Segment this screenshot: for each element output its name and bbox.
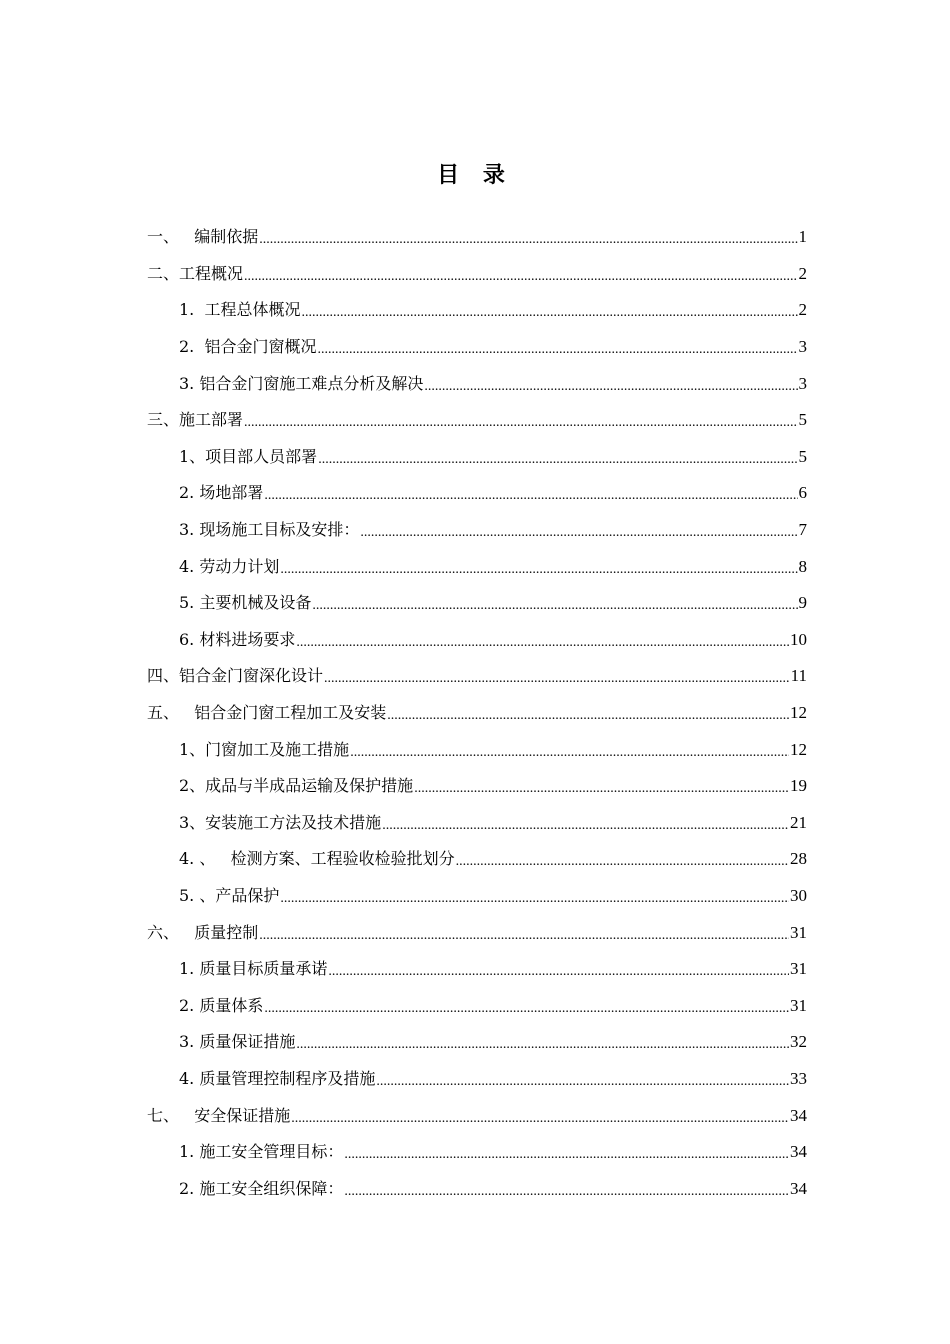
toc-entry-label: 六、 质量控制 (147, 922, 259, 942)
toc-entry-page-number: 10 (790, 629, 807, 649)
toc-dot-leader (244, 265, 797, 285)
toc-entry[interactable] (147, 475, 807, 512)
toc-dot-leader (424, 375, 797, 395)
toc-entry-label: 七、 安全保证措施 (147, 1105, 291, 1125)
toc-entry[interactable] (147, 658, 807, 695)
toc-entry-page-number: 19 (790, 776, 807, 796)
toc-entry[interactable] (147, 256, 807, 293)
toc-entry[interactable] (147, 402, 807, 439)
toc-entry-label: 1. 施工安全管理目标： (179, 1142, 344, 1162)
toc-entry-page-number: 6 (798, 483, 807, 503)
toc-dot-leader (244, 411, 797, 431)
toc-dot-leader (360, 521, 797, 541)
toc-dot-leader (328, 960, 789, 980)
toc-entry[interactable] (147, 365, 807, 402)
toc-dot-leader (387, 704, 789, 724)
toc-entry[interactable] (147, 1061, 807, 1098)
toc-dot-leader (376, 1070, 789, 1090)
toc-dot-leader (324, 667, 790, 687)
toc-entry-label: 5. 主要机械及设备 (179, 593, 312, 613)
toc-entry-label: 6. 材料进场要求 (179, 629, 296, 649)
toc-entry-page-number: 11 (790, 666, 807, 686)
toc-dot-leader (264, 484, 797, 504)
toc-entry[interactable] (147, 768, 807, 805)
toc-entry-label: 一、 编制依据 (147, 227, 259, 247)
toc-entry[interactable] (147, 1134, 807, 1171)
toc-entry-label: 1、项目部人员部署 (179, 446, 318, 466)
toc-entry[interactable] (147, 841, 807, 878)
toc-entry-page-number: 31 (790, 922, 807, 942)
toc-entry-page-number: 30 (790, 885, 807, 905)
toc-dot-leader (280, 887, 789, 907)
toc-dot-leader (317, 338, 797, 358)
toc-dot-leader (414, 777, 789, 797)
toc-entry[interactable] (147, 914, 807, 951)
toc-entry-page-number: 3 (798, 373, 807, 393)
toc-entry-page-number: 7 (798, 520, 807, 540)
toc-entry[interactable] (147, 512, 807, 549)
toc-entry-page-number: 34 (790, 1105, 807, 1125)
toc-title: 目 录 (437, 162, 513, 188)
toc-dot-leader (344, 1143, 789, 1163)
toc-dot-leader (350, 741, 789, 761)
toc-dot-leader (296, 631, 789, 651)
toc-dot-leader (259, 924, 789, 944)
toc-dot-leader (301, 301, 797, 321)
toc-dot-leader (264, 997, 789, 1017)
toc-entry-label: 5. 、产品保护 (179, 885, 280, 905)
toc-entry[interactable] (147, 622, 807, 659)
toc-entry-label: 三、施工部署 (147, 410, 244, 430)
toc-entry-page-number: 21 (790, 812, 807, 832)
toc-entry-label: 4. 劳动力计划 (179, 556, 280, 576)
toc-entry-label: 2. 质量体系 (179, 995, 264, 1015)
toc-dot-leader (291, 1107, 789, 1127)
toc-entry[interactable] (147, 951, 807, 988)
toc-dot-leader (318, 448, 797, 468)
toc-entry-page-number: 31 (790, 959, 807, 979)
toc-entry[interactable] (147, 1024, 807, 1061)
toc-entry-label: 4. 、 检测方案、工程验收检验批划分 (179, 849, 455, 869)
toc-entry-page-number: 5 (798, 446, 807, 466)
toc-entry-page-number: 28 (790, 849, 807, 869)
toc-entry-page-number: 2 (798, 263, 807, 283)
toc-entry-page-number: 2 (798, 300, 807, 320)
toc-entry-page-number: 12 (790, 703, 807, 723)
toc-entry-label: 1. 质量目标质量承诺 (179, 959, 328, 979)
toc-entry-label: 二、工程概况 (147, 263, 244, 283)
toc-entry-page-number: 34 (790, 1178, 807, 1198)
toc-entry-page-number: 34 (790, 1142, 807, 1162)
toc-entry[interactable] (147, 329, 807, 366)
toc-entry-label: 五、 铝合金门窗工程加工及安装 (147, 703, 387, 723)
toc-entry[interactable] (147, 292, 807, 329)
toc-entry-label: 3. 质量保证措施 (179, 1032, 296, 1052)
toc-dot-leader (296, 1033, 789, 1053)
toc-entry-page-number: 9 (798, 593, 807, 613)
toc-entry[interactable] (147, 585, 807, 622)
toc-entry[interactable] (147, 439, 807, 476)
toc-entry-label: 1. 工程总体概况 (179, 300, 301, 320)
toc-list (147, 219, 807, 1207)
toc-entry-page-number: 1 (798, 227, 807, 247)
toc-entry-page-number: 31 (790, 995, 807, 1015)
toc-dot-leader (344, 1180, 789, 1200)
toc-dot-leader (280, 558, 797, 578)
toc-entry-label: 四、铝合金门窗深化设计 (147, 666, 324, 686)
toc-dot-leader (456, 850, 789, 870)
toc-entry[interactable] (147, 731, 807, 768)
toc-entry-page-number: 12 (790, 739, 807, 759)
toc-entry-page-number: 32 (790, 1032, 807, 1052)
toc-entry-page-number: 33 (790, 1068, 807, 1088)
toc-entry[interactable] (147, 1170, 807, 1207)
toc-entry-label: 2、成品与半成品运输及保护措施 (179, 776, 414, 796)
toc-entry-label: 2. 施工安全组织保障： (179, 1178, 344, 1198)
toc-entry-page-number: 3 (798, 337, 807, 357)
toc-entry[interactable] (147, 805, 807, 842)
toc-entry-label: 3、安装施工方法及技术措施 (179, 812, 382, 832)
toc-entry-label: 2. 铝合金门窗概况 (179, 337, 317, 357)
toc-entry[interactable] (147, 695, 807, 732)
toc-dot-leader (382, 814, 789, 834)
toc-dot-leader (259, 228, 797, 248)
toc-entry-page-number: 8 (798, 556, 807, 576)
toc-entry[interactable] (147, 878, 807, 915)
toc-entry[interactable] (147, 548, 807, 585)
toc-entry-page-number: 5 (798, 410, 807, 430)
toc-entry-label: 1、门窗加工及施工措施 (179, 739, 350, 759)
toc-entry[interactable] (147, 987, 807, 1024)
toc-entry[interactable] (147, 219, 807, 256)
toc-entry[interactable] (147, 1097, 807, 1134)
toc-entry-label: 2. 场地部署 (179, 483, 264, 503)
toc-entry-label: 3. 铝合金门窗施工难点分析及解决 (179, 373, 424, 393)
toc-entry-label: 3. 现场施工目标及安排： (179, 520, 360, 540)
toc-entry-label: 4. 质量管理控制程序及措施 (179, 1068, 376, 1088)
toc-dot-leader (312, 594, 797, 614)
